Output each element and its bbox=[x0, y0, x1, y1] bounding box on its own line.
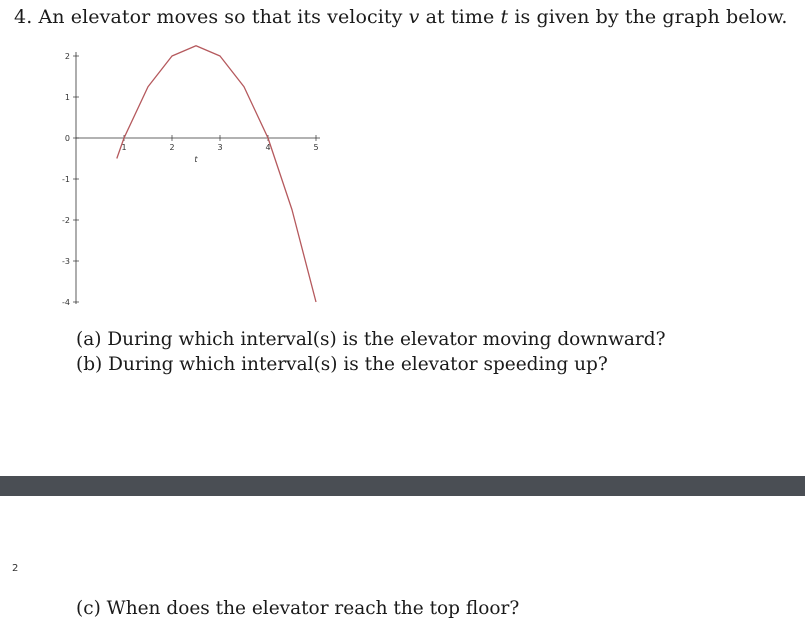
x-tick-label: 3 bbox=[217, 143, 223, 152]
problem-statement bbox=[14, 6, 788, 28]
x-axis-label: t bbox=[194, 155, 198, 164]
y-tick-label: -4 bbox=[62, 298, 70, 307]
problem-text-2: at time bbox=[419, 6, 501, 28]
x-tick-label: 2 bbox=[169, 143, 175, 152]
question-a: (a) During which interval(s) is the elevator moving downward? bbox=[76, 329, 666, 350]
y-tick-label: 2 bbox=[64, 52, 70, 61]
x-tick-label: 4 bbox=[265, 143, 271, 152]
variable-v: v bbox=[408, 6, 420, 28]
problem-text-1: 4. An elevator moves so that its velocity bbox=[14, 6, 409, 28]
question-c: (c) When does the elevator reach the top floor? bbox=[76, 598, 520, 619]
velocity-curve bbox=[117, 46, 319, 302]
y-tick-label: 1 bbox=[64, 93, 70, 102]
y-tick-label: -2 bbox=[62, 216, 70, 225]
page-number: 2 bbox=[12, 563, 19, 574]
x-tick-label: 1 bbox=[121, 143, 127, 152]
page-separator bbox=[0, 476, 805, 496]
problem-text-3: is given by the graph below. bbox=[508, 6, 788, 28]
variable-t: t bbox=[500, 6, 509, 28]
y-tick-label: 0 bbox=[64, 134, 70, 143]
velocity-graph-svg bbox=[40, 40, 340, 315]
y-tick-label: -3 bbox=[62, 257, 70, 266]
question-b: (b) During which interval(s) is the elevator speeding up? bbox=[76, 354, 608, 375]
velocity-graph bbox=[40, 40, 340, 315]
x-tick-label: 5 bbox=[313, 143, 319, 152]
y-tick-label: -1 bbox=[62, 175, 70, 184]
